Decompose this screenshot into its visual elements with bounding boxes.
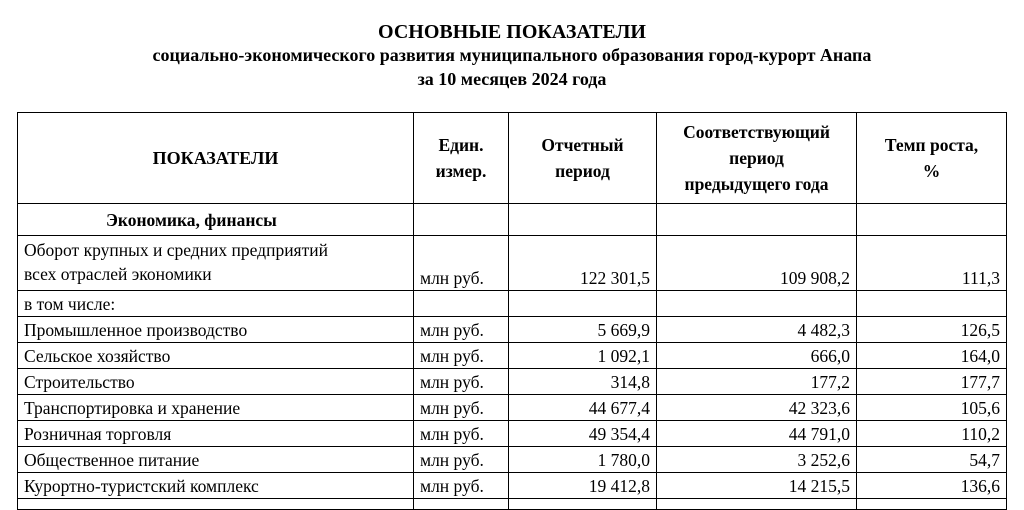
row-current: 1 092,1 [509,343,657,369]
row-current: 1 780,0 [509,447,657,473]
row-growth: 110,2 [857,421,1007,447]
row-previous: 44 791,0 [657,421,857,447]
row-unit: млн руб. [414,369,509,395]
row-previous: 14 215,5 [657,473,857,499]
row-unit: млн руб. [414,343,509,369]
turnover-growth: 111,3 [857,236,1007,291]
table-row [18,447,1007,473]
column-header-indicator: ПОКАЗАТЕЛИ [18,113,414,204]
row-growth: 105,6 [857,395,1007,421]
row-growth: 126,5 [857,317,1007,343]
row-unit: млн руб. [414,395,509,421]
empty-cell [857,291,1007,317]
including-label: в том числе: [18,291,414,317]
empty-cell [857,499,1007,510]
row-current: 44 677,4 [509,395,657,421]
empty-cell [414,204,509,236]
row-current: 49 354,4 [509,421,657,447]
row-unit: млн руб. [414,447,509,473]
turnover-name-line1: Оборот крупных и средних предприятий [24,240,328,260]
column-header-previous-line1: Соответствующий [683,122,830,142]
row-growth: 54,7 [857,447,1007,473]
row-name: Курортно-туристский комплекс [18,473,414,499]
table-row [18,317,1007,343]
column-header-previous-line2: период [729,148,784,168]
table-row [18,473,1007,499]
column-header-growth-line2: % [922,161,941,181]
row-growth: 177,7 [857,369,1007,395]
document-subtitle: социально-экономического развития муниципального образования город-курорт Анапа [152,45,872,65]
empty-cell [857,204,1007,236]
turnover-current: 122 301,5 [509,236,657,291]
column-header-previous-line3: предыдущего года [684,174,829,194]
column-header-current-line2: период [555,161,610,181]
document-period: за 10 месяцев 2024 года [417,69,607,89]
column-header-growth-line1: Темп роста, [884,135,979,155]
turnover-row [18,236,1007,291]
table-row [18,395,1007,421]
table-row [18,369,1007,395]
row-previous: 42 323,6 [657,395,857,421]
section-title: Экономика, финансы [18,204,414,236]
row-name: Розничная торговля [18,421,414,447]
document-title: ОСНОВНЫЕ ПОКАЗАТЕЛИ [378,21,646,43]
table-row [18,343,1007,369]
column-header-unit [414,113,509,204]
row-previous: 3 252,6 [657,447,857,473]
empty-cell [657,499,857,510]
column-header-growth [857,113,1007,204]
empty-cell [657,204,857,236]
empty-cell [414,291,509,317]
column-header-current-line1: Отчетный [541,135,624,155]
turnover-previous: 109 908,2 [657,236,857,291]
row-growth: 164,0 [857,343,1007,369]
row-current: 5 669,9 [509,317,657,343]
row-previous: 666,0 [657,343,857,369]
column-header-unit-line1: Един. [438,135,484,155]
row-name: Транспортировка и хранение [18,395,414,421]
row-current: 19 412,8 [509,473,657,499]
row-previous: 177,2 [657,369,857,395]
turnover-unit: млн руб. [414,236,509,291]
turnover-name [18,236,414,291]
row-name: Промышленное производство [18,317,414,343]
empty-cell [657,291,857,317]
column-header-previous [657,113,857,204]
cut-off-row [18,499,1007,510]
row-name: Сельское хозяйство [18,343,414,369]
empty-cell [18,499,414,510]
row-unit: млн руб. [414,317,509,343]
row-unit: млн руб. [414,473,509,499]
empty-cell [509,499,657,510]
row-name: Общественное питание [18,447,414,473]
row-name: Строительство [18,369,414,395]
row-previous: 4 482,3 [657,317,857,343]
including-row [18,291,1007,317]
table-header-row [18,113,1007,204]
column-header-current [509,113,657,204]
empty-cell [414,499,509,510]
empty-cell [509,291,657,317]
column-header-unit-line2: измер. [435,161,487,181]
row-current: 314,8 [509,369,657,395]
indicators-table [17,112,1007,510]
table-row [18,421,1007,447]
section-row [18,204,1007,236]
empty-cell [509,204,657,236]
turnover-name-line2: всех отраслей экономики [24,264,212,284]
row-growth: 136,6 [857,473,1007,499]
row-unit: млн руб. [414,421,509,447]
